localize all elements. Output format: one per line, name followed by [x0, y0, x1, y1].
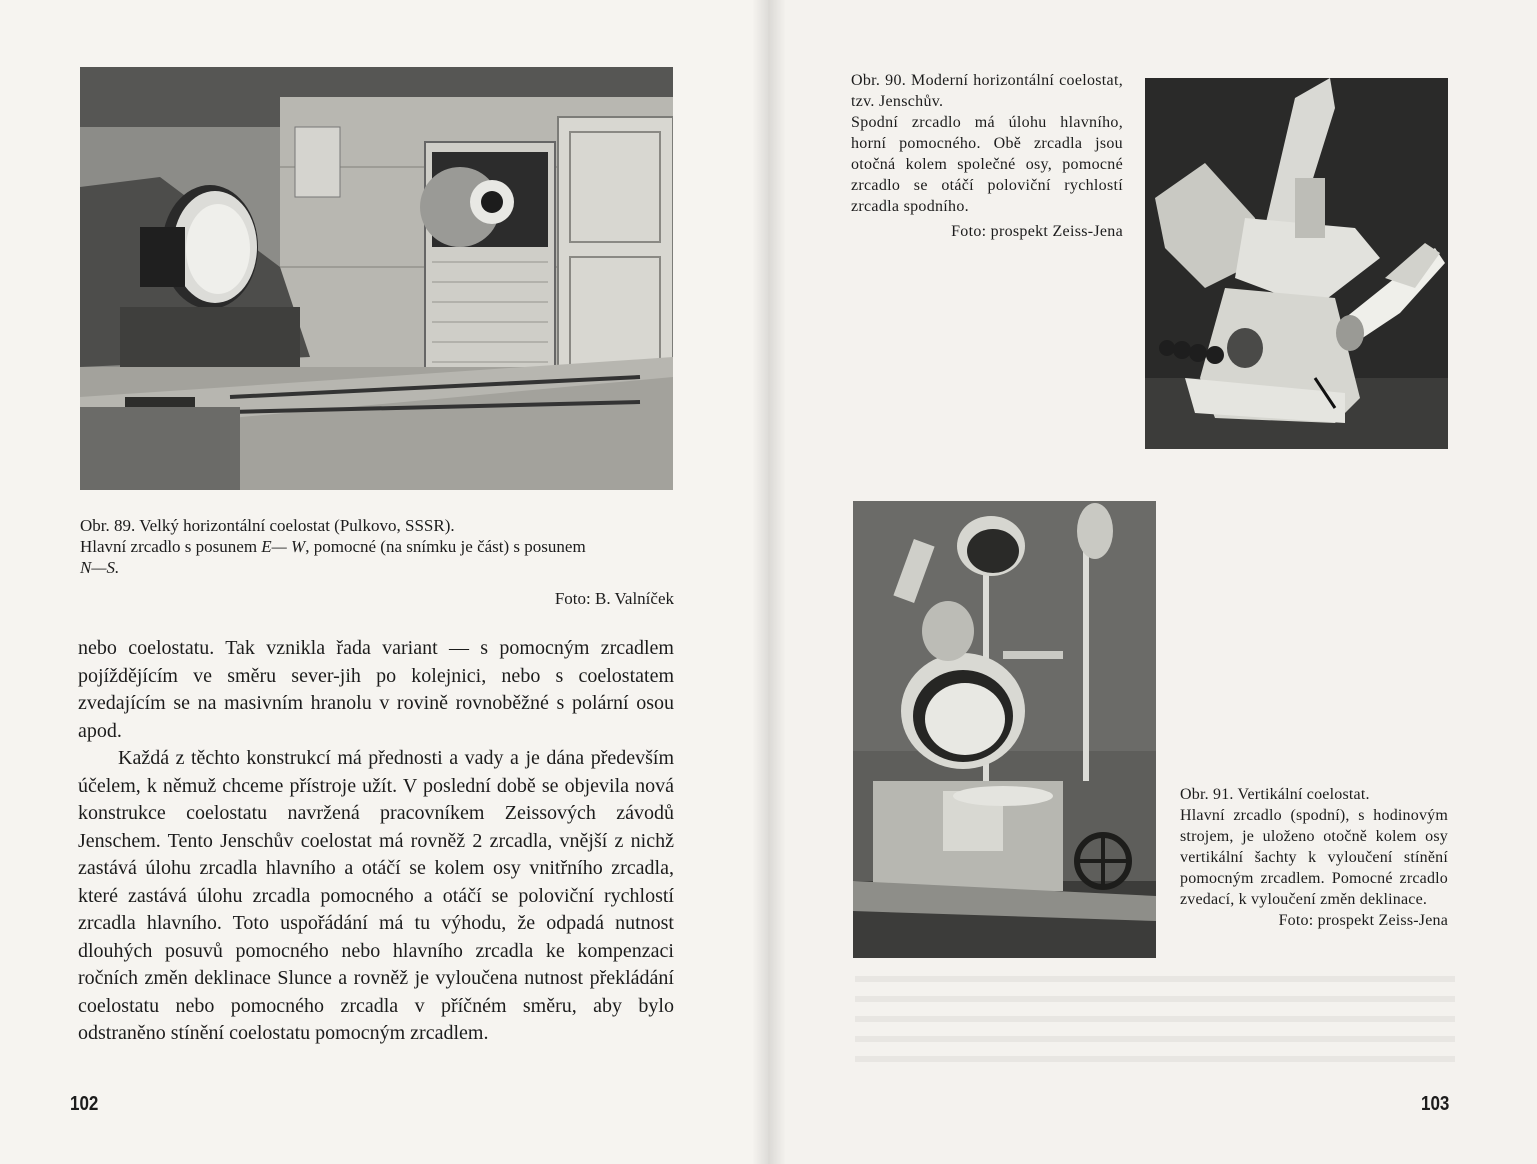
caption-91-title: Obr. 91. Vertikální coelostat. — [1180, 786, 1370, 803]
photo-figure-90 — [1145, 78, 1448, 449]
show-through-text — [855, 962, 1455, 1062]
caption-figure-90 — [851, 70, 1123, 242]
caption-89-line2 — [80, 536, 674, 557]
page-number-right: 103 — [1421, 1093, 1450, 1115]
body-paragraph-1: nebo coelostatu. Tak vznikla řada variant — s pomocným zrcadlem pojíždějícím ve směru sever-jih po kolejnici, nebo s coelostatem zvedajícím se na masivním hranolu v rovině rovnoběžné s polární osou apod. — [78, 637, 674, 742]
book-gutter — [752, 0, 786, 1164]
caption-90-description: Spodní zrcadlo má úlohu hlavního, horní pomocného. Obě zrcadla jsou otočná kolem společné osy, pomocné zrcadlo se otáčí poloviční rychlostí zrcadla spodního. — [851, 114, 1123, 215]
photo-figure-91 — [853, 501, 1156, 958]
photo-credit-90: Foto: prospekt Zeiss-Jena — [951, 223, 1123, 240]
caption-89-direction-ew: E— W — [261, 537, 306, 556]
caption-90-title: Obr. 90. Moderní horizontální coelostat, tzv. Jenschův. — [851, 72, 1123, 110]
caption-89-text-c: , pomocné (na snímku je část) s posunem — [305, 537, 586, 556]
photo-credit-91: Foto: prospekt Zeiss-Jena — [1278, 912, 1448, 929]
photo-figure-89 — [80, 67, 673, 490]
photo-credit-89: Foto: B. Valníček — [554, 589, 674, 608]
caption-89-text-a: Hlavní zrcadlo s posunem — [80, 537, 262, 556]
caption-figure-89 — [80, 515, 674, 609]
caption-91-description: Hlavní zrcadlo (spodní), s hodinovým strojem, je uloženo otočně kolem osy vertikální šachty k vyloučení stínění pomocným zrcadlem. Pomocné zrcadlo zvedací, k vyloučení změn deklinace. — [1180, 807, 1448, 908]
body-paragraph-2: Každá z těchto konstrukcí má přednosti a vady a je dána především účelem, k němuž chceme přístroje užít. V poslední době se objevila nová konstrukce coelostatu navržená pracovníkem Zeissových závodů Jenschem. Tento Jenschův coelostat má rovněž 2 zrcadla, vnější z nichž zastává úlohu zrcadla hlavního a otáčí se kolem osy vnitřního zrcadla, které zastává úlohu zrcadla pomocného a otáčí se poloviční rychlostí zrcadla hlavního. Toto uspořádání má tu výhodu, že odpadá nutnost dlouhých posuvů pomocného nebo hlavního zrcadla ke kompenzaci ročních změn deklinace Slunce a rovněž je vyloučena nutnost překládání coelostatu nebo pomocného zrcadla v příčném směru, aby bylo odstraněno stínění coelostatu pomocným zrcadlem. — [78, 747, 674, 1044]
caption-89-direction-ns: N—S. — [80, 558, 120, 577]
caption-figure-91 — [1180, 784, 1448, 931]
caption-89-line1: Obr. 89. Velký horizontální coelostat (Pulkovo, SSSR). — [80, 516, 455, 535]
body-text — [78, 635, 674, 1048]
page-number-left: 102 — [70, 1093, 99, 1115]
